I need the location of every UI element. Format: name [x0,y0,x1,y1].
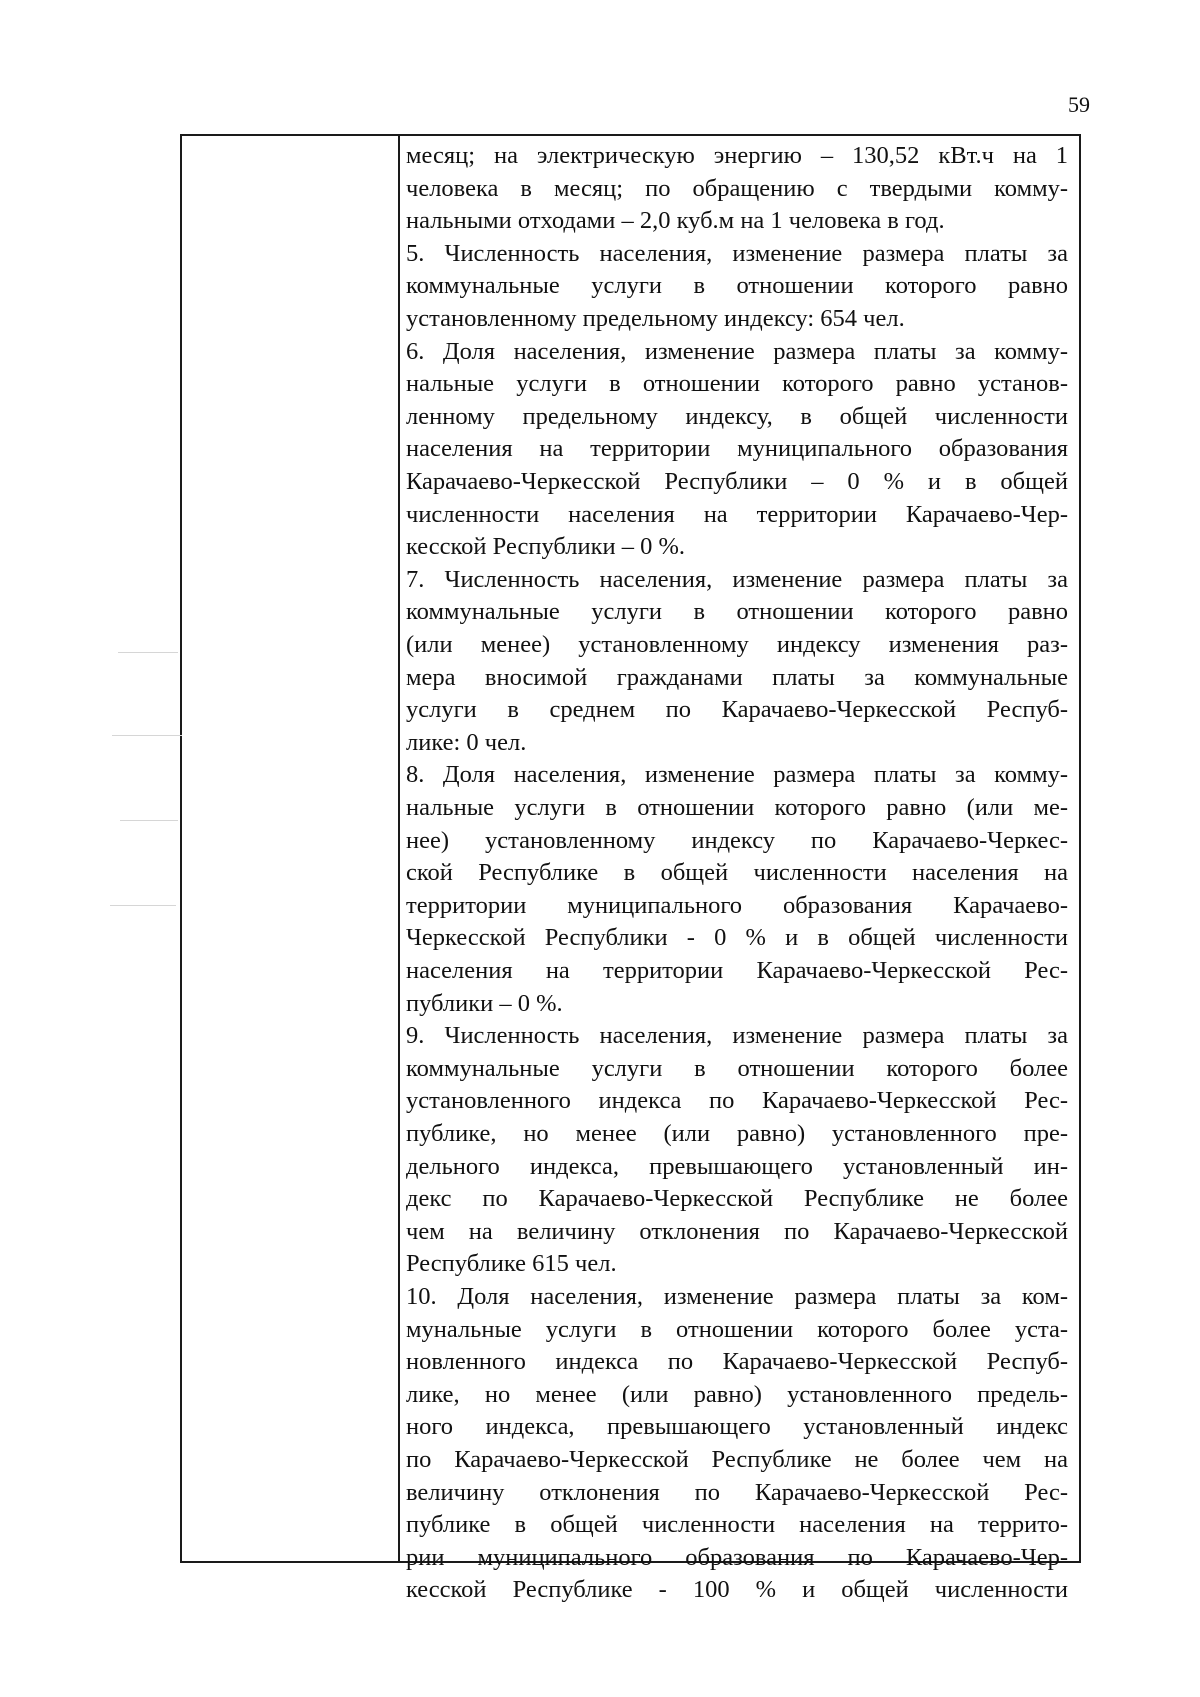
text-line: публике в общей численности населения на террито- [406,1511,1068,1539]
text-line: нальными отходами – 2,0 куб.м на 1 человека в год. [406,207,945,235]
text-line: ленному предельному индексу, в общей численности [406,402,1068,430]
text-line: ской Республике в общей численности населения на [406,859,1068,887]
text-line: величину отклонения по Карачаево-Черкесской Рес- [406,1478,1068,1506]
text-line: нее) установленному индексу по Карачаево-Черкес- [406,826,1068,854]
document-table [180,134,1081,1604]
text-line: 8. Доля населения, изменение размера платы за комму- [406,761,1068,789]
text-line: нальные услуги в отношении которого равно (или ме- [406,794,1068,821]
text-line: 10. Доля населения, изменение размера платы за ком- [406,1283,1068,1310]
text-line: кесской Республики – 0 %. [406,533,685,561]
text-line: чем на величину отклонения по Карачаево-Черкесской [406,1217,1068,1245]
text-line: лике, но менее (или равно) установленного предель- [406,1380,1068,1408]
text-line: нальные услуги в отношении которого равно установ- [406,370,1068,398]
text-line: рии муниципального образования по Карачаево-Чер- [406,1543,1068,1571]
text-line: численности населения на территории Карачаево-Чер- [406,500,1068,528]
text-line: мера вносимой гражданами платы за коммунальные [406,663,1068,691]
text-line: коммунальные услуги в отношении которого более [406,1054,1068,1082]
text-line: коммунальные услуги в отношении которого равно [406,598,1068,626]
text-line: месяц; на электрическую энергию – 130,52 кВт.ч на 1 [406,142,1068,169]
text-line: (или менее) установленному индексу изменения раз- [406,631,1068,658]
text-line: 9. Численность населения, изменение размера платы за [406,1022,1068,1050]
table-left-cell [182,136,398,1561]
text-line: публике, но менее (или равно) установленного пре- [406,1120,1068,1147]
scan-artifact [110,905,176,906]
text-line: установленному предельному индексу: 654 чел. [406,305,905,332]
text-line: территории муниципального образования Карачаево- [406,891,1068,919]
text-line: мунальные услуги в отношении которого более уста- [406,1315,1068,1343]
text-line: 6. Доля населения, изменение размера платы за комму- [406,337,1068,365]
text-line: публики – 0 %. [406,989,563,1017]
text-line: населения на территории Карачаево-Черкесской Рес- [406,957,1068,984]
text-line: кесской Республике - 100 % и общей численности [406,1576,1068,1604]
text-line: 5. Численность населения, изменение размера платы за [406,239,1068,267]
table-right-cell [406,136,1068,1604]
text-line: лике: 0 чел. [406,728,527,756]
text-line: ного индекса, превышающего установленный индекс [406,1413,1068,1441]
text-line: населения на территории муниципального образования [406,435,1068,463]
text-line: 7. Численность населения, изменение размера платы за [406,565,1068,593]
table-column-divider [398,136,400,1561]
text-line: Республике 615 чел. [406,1250,617,1278]
text-line: Карачаево-Черкесской Республики – 0 % и в общей [406,468,1068,495]
text-line: по Карачаево-Черкесской Республике не более чем на [406,1446,1068,1473]
text-line: человека в месяц; по обращению с твердыми комму- [406,174,1068,202]
text-line: услуги в среднем по Карачаево-Черкесской Респуб- [406,696,1068,724]
page-number: 59 [1068,92,1090,117]
scan-artifact [120,820,178,821]
text-line: дельного индекса, превышающего установленный ин- [406,1152,1068,1180]
text-line: новленного индекса по Карачаево-Черкесской Респуб- [406,1348,1068,1376]
scan-artifact [118,652,178,653]
text-line: коммунальные услуги в отношении которого равно [406,272,1068,300]
text-line: Черкесской Республики - 0 % и в общей численности [406,924,1068,952]
text-line: установленного индекса по Карачаево-Черкесской Рес- [406,1087,1068,1115]
scan-artifact [112,735,182,736]
text-line: декс по Карачаево-Черкесской Республике не более [406,1185,1068,1213]
